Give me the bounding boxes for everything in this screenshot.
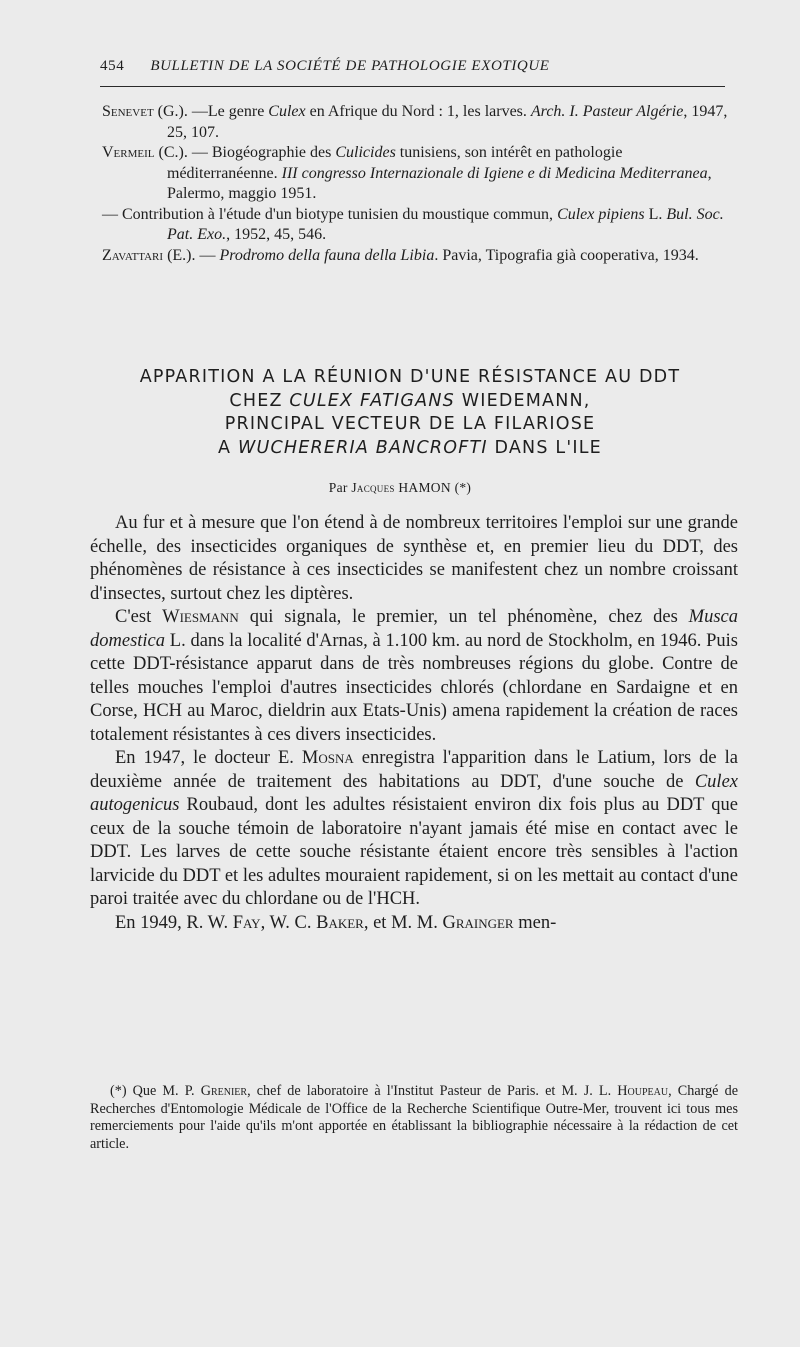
reference-senevet — [102, 102, 734, 143]
person-name: Grainger — [442, 912, 514, 933]
ref-journal: Bul. Soc. Pat. Exo. — [167, 205, 724, 243]
title-line-2 — [80, 390, 740, 414]
ref-tail: , Palermo, maggio 1951. — [167, 164, 712, 202]
reference-list — [102, 102, 734, 266]
person-name: Wiesmann — [162, 607, 239, 627]
ref-tail: . Pavia, Tipografia già cooperativa, 1934. — [434, 246, 699, 264]
article-body — [90, 512, 738, 935]
body-text: L. dans la localité d'Arnas, à 1.100 km. au nord de Stockholm, en 1946. Puis cette DDT-résistance apparut dans de très nombreuses régions du globe. Contre de telles mouches l'emploi d'autres insecticides chlorés (chlordane en Sardaigne et en Corse, HCH au Maroc, dieldrin aux Etats-Unis) amena rapidement la création de races totalement résistantes à ces divers insecticides. — [90, 630, 738, 745]
running-head — [100, 58, 720, 75]
byline — [0, 480, 800, 496]
paragraph: Au fur et à mesure que l'on étend à de nombreux territoires l'emploi sur une grande échelle, des insecticides organiques de synthèse et, en premier lieu du DDT, des phénomènes de résistance à ces insecticides se manifestent chez un nombre croissant d'insectes, surtout chez les diptères. — [90, 513, 738, 604]
paragraph — [90, 606, 738, 747]
header-rule — [100, 86, 725, 87]
body-text: , W. C. — [260, 912, 317, 933]
ref-congress: III congresso Internazionale di Igiene e di Medicina Mediterranea — [281, 164, 708, 182]
ref-author: Vermeil — [102, 144, 155, 161]
ref-text: Le genre — [207, 103, 269, 120]
ref-author: Zavattari — [102, 246, 164, 264]
title-text: WIEDEMANN, — [454, 390, 591, 411]
author-last-name: HAMON — [394, 480, 455, 495]
footnote-text — [90, 1083, 738, 1153]
footnote-mark: (*) — [110, 1083, 133, 1099]
body-text: C'est — [115, 607, 163, 627]
article-title — [80, 366, 740, 460]
reference-zavattari — [102, 246, 734, 267]
person-name: Houpeau — [617, 1083, 669, 1099]
author-first-name: Jacques — [351, 480, 395, 495]
person-name: Mosna — [301, 748, 354, 768]
person-name: Baker — [316, 912, 364, 933]
body-text: En 1949, R. W. — [115, 912, 233, 933]
body-text: Roubaud, dont les adultes résistaient environ dix fois plus au DDT que ceux de la souche témoin de laboratoire n'ayant jamais été mise en contact avec le DDT. Les larves de cette souche résistante étaient encore très sensibles à l'action larvicide du DDT et les adultes mouraient rapidement, si on les mettait au contact d'une paroi traitée avec du chlordane ou de l'HCH. — [90, 795, 738, 909]
page-number: 454 — [100, 58, 125, 74]
title-text: A — [218, 437, 238, 458]
person-name: Fay — [232, 912, 261, 933]
ref-initials: (G.). — — [153, 103, 208, 120]
journal-title: BULLETIN DE LA SOCIÉTÉ DE PATHOLOGIE EXOTIQUE — [150, 58, 550, 74]
title-line-1: APPARITION A LA RÉUNION D'UNE RÉSISTANCE AU DDT — [139, 367, 681, 387]
ref-author: Senevet — [102, 103, 154, 120]
paragraph — [90, 747, 738, 912]
footnote-part: Que M. P. — [132, 1083, 201, 1099]
footnote — [90, 1083, 738, 1153]
ref-genus: Culex — [268, 103, 306, 120]
ref-tail: , 1952, 45, 546. — [226, 226, 327, 243]
title-text: DANS L'ILE — [487, 437, 602, 458]
species-name: Musca domestica — [90, 607, 738, 651]
title-text: CHEZ — [229, 390, 290, 411]
paragraph — [90, 912, 738, 936]
ref-title: Prodromo della fauna della Libia — [215, 246, 435, 264]
ref-text: Biogéographie des — [207, 144, 336, 161]
species-name: Culex autogenicus — [90, 771, 738, 815]
title-species: CULEX FATIGANS — [289, 390, 455, 411]
ref-text: L. — [644, 205, 667, 223]
ref-initials: (C.). — — [154, 144, 208, 161]
ref-text: tunisiens, son intérêt en pathologie méditerranéenne. — [167, 144, 623, 182]
title-line-4 — [80, 437, 740, 461]
body-text: men- — [513, 912, 557, 933]
footnote-part: , chef de laboratoire à l'Institut Pasteur de Paris. et M. J. L. — [247, 1083, 618, 1099]
body-text: En 1947, le docteur E. — [115, 748, 302, 768]
ref-taxon: Culicides — [335, 144, 396, 161]
person-name: Grenier — [200, 1083, 248, 1099]
reference-vermeil — [102, 143, 734, 205]
ref-species: Culex pipiens — [557, 205, 645, 223]
byline-prefix: Par — [328, 480, 352, 495]
ref-tail: , 1947, 25, 107. — [167, 103, 728, 141]
ref-text: — Contribution à l'étude d'un biotype tunisien du moustique commun, — [102, 205, 558, 223]
title-species: WUCHERERIA BANCROFTI — [237, 437, 488, 458]
title-line-3: PRINCIPAL VECTEUR DE LA FILARIOSE — [224, 414, 596, 434]
body-text: qui signala, le premier, un tel phénomène, chez des — [238, 607, 689, 627]
body-text: enregistra l'apparition dans le Latium, lors de la deuxième année de traitement des habitations au DDT, d'une souche de — [90, 748, 738, 792]
ref-text: en Afrique du Nord : 1, les larves. — [305, 103, 531, 120]
footnote-part: , Chargé de Recherches d'Entomologie Médicale de l'Office de la Recherche Scientifique Outre-Mer, trouvent ici tous mes remerciements pour l'aide qu'ils m'ont apportée en établissant la bibliographie nécessaire à la rédaction de cet article. — [90, 1083, 738, 1152]
ref-journal: Arch. I. Pasteur Algérie — [530, 103, 684, 120]
footnote-mark: (*) — [454, 480, 472, 495]
body-text: , et M. M. — [363, 912, 443, 933]
ref-initials: (E.). — — [163, 246, 216, 264]
reference-vermeil-2 — [102, 205, 734, 246]
